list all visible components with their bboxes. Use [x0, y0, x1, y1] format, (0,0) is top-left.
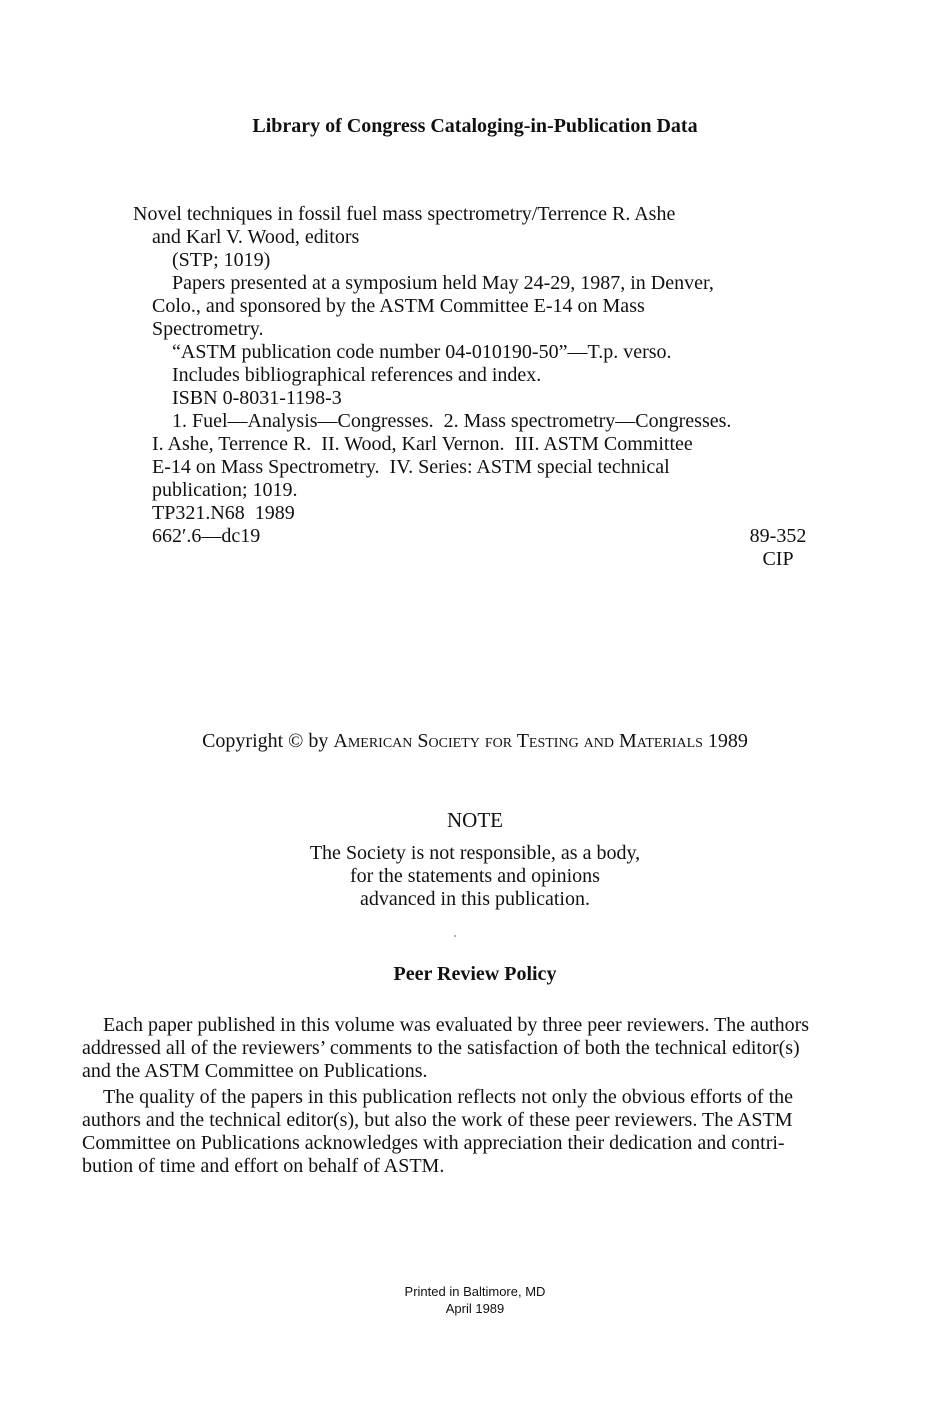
cip-line: “ASTM publication code number 04-010190-50”—T.p. verso.	[172, 341, 672, 363]
cip-call-number: TP321.N68 1989	[152, 502, 295, 524]
imprint	[0, 1283, 950, 1317]
peer-review-line: bution of time and effort on behalf of ASTM.	[82, 1155, 445, 1177]
cip-line: and Karl V. Wood, editors	[152, 226, 360, 248]
imprint-place: Printed in Baltimore, MD	[404, 1284, 546, 1299]
copyright-organization: American Society for Testing and Materials	[333, 730, 703, 752]
peer-review-line: addressed all of the reviewers’ comments to the satisfaction of both the technical editor(s)	[82, 1037, 800, 1059]
cip-line: publication; 1019.	[152, 479, 298, 501]
copyright-year: 1989	[707, 730, 748, 752]
imprint-date: April 1989	[445, 1301, 505, 1316]
print-speck	[454, 935, 456, 937]
peer-review-line: Each paper published in this volume was evaluated by three peer reviewers. The authors	[103, 1014, 810, 1036]
cip-isbn: ISBN 0-8031-1198-3	[172, 387, 342, 409]
cip-series: (STP; 1019)	[172, 249, 271, 271]
cip-dewey: 662′.6—dc19	[152, 525, 261, 547]
cip-line: Papers presented at a symposium held May 24-29, 1987, in Denver,	[172, 272, 714, 294]
copyright-prefix: Copyright © by	[202, 730, 334, 752]
cip-subjects: 1. Fuel—Analysis—Congresses. 2. Mass spectrometry—Congresses.	[172, 410, 732, 432]
note-body	[0, 842, 950, 911]
cip-line: Spectrometry.	[152, 318, 264, 340]
peer-review-line: authors and the technical editor(s), but also the work of these peer reviewers. The ASTM	[82, 1109, 793, 1131]
peer-review-line: The quality of the papers in this publication reflects not only the obvious efforts of the	[103, 1086, 794, 1108]
note-line: The Society is not responsible, as a body,	[309, 842, 641, 864]
cip-line: Colo., and sponsored by the ASTM Committee E-14 on Mass	[152, 295, 645, 317]
cip-label: CIP	[762, 548, 794, 570]
note-heading: NOTE	[447, 808, 503, 832]
cip-title: Library of Congress Cataloging-in-Publication Data	[252, 115, 698, 137]
peer-review-line: and the ASTM Committee on Publications.	[82, 1060, 428, 1082]
cip-line: I. Ashe, Terrence R. II. Wood, Karl Vernon. III. ASTM Committee	[152, 433, 693, 455]
peer-review-line: Committee on Publications acknowledges with appreciation their dedication and contri-	[82, 1132, 785, 1154]
note-line: advanced in this publication.	[360, 888, 590, 910]
peer-review-heading: Peer Review Policy	[393, 963, 557, 985]
cip-lccn: 89-352	[749, 525, 807, 547]
cip-line: Novel techniques in fossil fuel mass spectrometry/Terrence R. Ashe	[133, 203, 676, 225]
note-line: for the statements and opinions	[350, 865, 600, 887]
cip-line: E-14 on Mass Spectrometry. IV. Series: ASTM special technical	[152, 456, 670, 478]
copyright-line	[0, 730, 950, 753]
cip-line: Includes bibliographical references and index.	[172, 364, 542, 386]
